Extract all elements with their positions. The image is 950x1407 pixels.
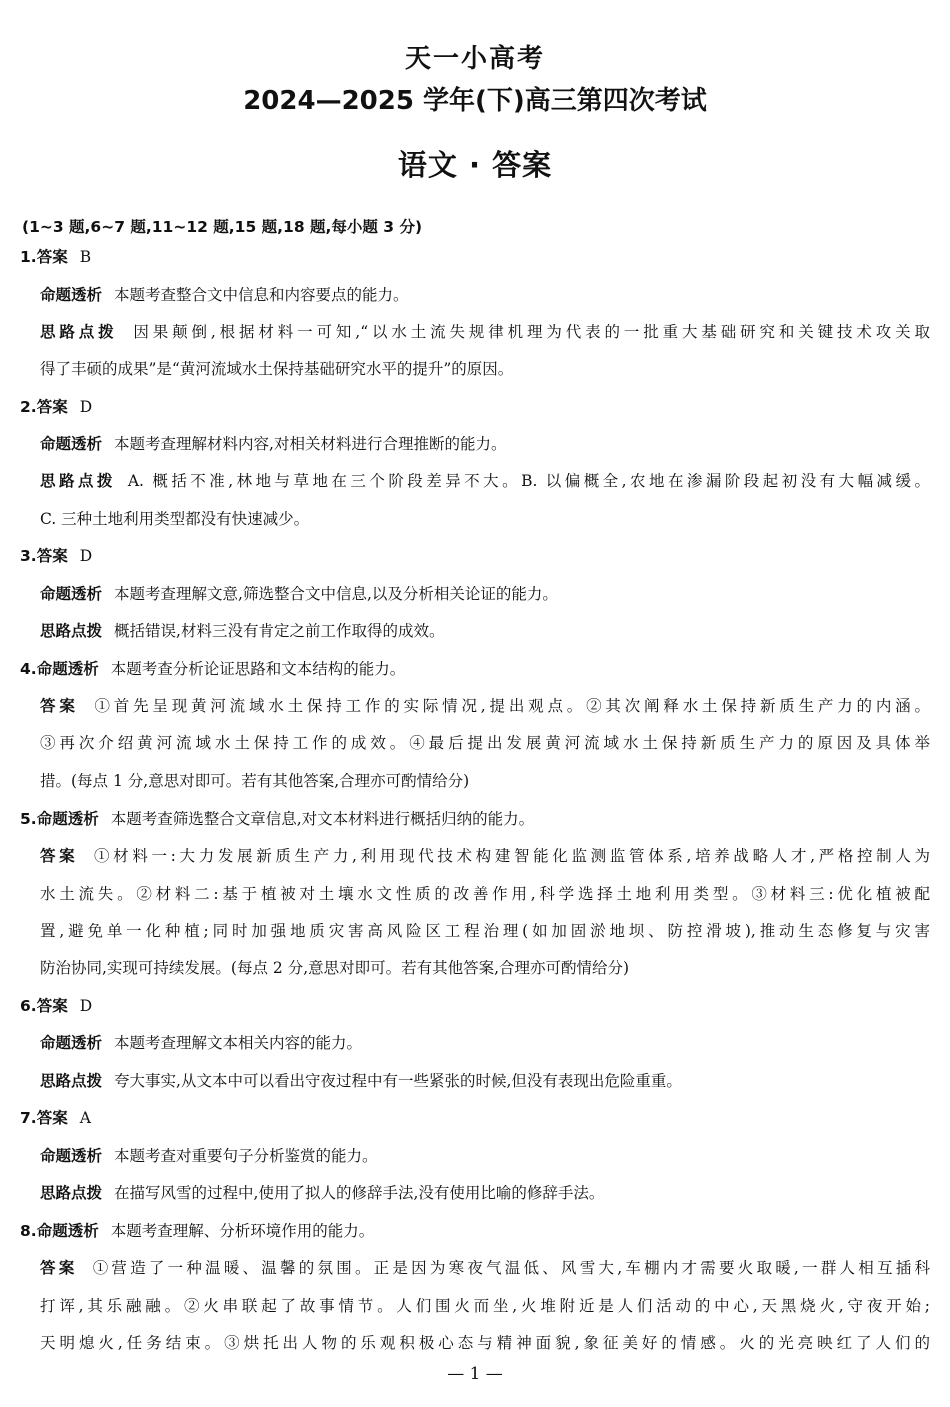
q7-analysis-text: 本题考查对重要句子分析鉴赏的能力。 bbox=[114, 1147, 378, 1165]
q8-analysis-text: 本题考查理解、分析环境作用的能力。 bbox=[110, 1222, 375, 1240]
q2-hint-line-1 bbox=[40, 471, 930, 491]
q8-analysis-line bbox=[20, 1221, 930, 1241]
q2-hint-label: 思路点拨 bbox=[40, 472, 116, 490]
q2-hint-text-1: A. 概括不准,林地与草地在三个阶段差异不大。B. 以偏概全,农地在渗漏阶段起初没有大幅减缓。 bbox=[127, 472, 930, 490]
q3-number: 3. bbox=[20, 547, 37, 565]
q8-answer-line-3: 天明熄火,任务结束。③烘托出人物的乐观积极心态与精神面貌,象征美好的情感。火的光亮映红了人们的 bbox=[40, 1334, 930, 1352]
q5-answer-line-4: 防治协同,实现可持续发展。(每点 2 分,意思对即可。若有其他答案,合理亦可酌情给分) bbox=[40, 959, 630, 977]
q2-answer-value: D bbox=[79, 398, 93, 416]
q5-answer-line-2: 水土流失。②材料二:基于植被对土壤水文性质的改善作用,科学选择土地利用类型。③材料三:优化植被配 bbox=[40, 885, 930, 903]
q6-analysis-label: 命题透析 bbox=[40, 1034, 103, 1052]
q8-number: 8. bbox=[20, 1222, 37, 1240]
q5-answer-label: 答案 bbox=[40, 847, 79, 865]
q1-analysis-label: 命题透析 bbox=[40, 286, 103, 304]
q8-analysis-label: 命题透析 bbox=[36, 1222, 99, 1240]
q3-answer-line bbox=[20, 546, 930, 566]
page-number: — 1 — bbox=[447, 1364, 503, 1384]
exam-title: 2024—2025 学年(下)高三第四次考试 bbox=[243, 86, 707, 116]
q8-answer-text-1: ①营造了一种温暖、温馨的氛围。正是因为寒夜气温低、风雪大,车棚内才需要火取暖,一群人相互插科 bbox=[89, 1259, 930, 1277]
q1-answer-value: B bbox=[79, 248, 92, 266]
q2-answer-line bbox=[20, 397, 930, 417]
q8-answer-line-1 bbox=[40, 1258, 930, 1278]
q7-hint-label: 思路点拨 bbox=[40, 1184, 103, 1202]
q8-answer-label: 答案 bbox=[40, 1259, 78, 1277]
q2-hint-line-2: C. 三种土地利用类型都没有快速减少。 bbox=[40, 510, 310, 528]
q3-analysis-label: 命题透析 bbox=[40, 585, 103, 603]
q7-answer-label: 答案 bbox=[36, 1109, 68, 1127]
q6-analysis-text: 本题考查理解文本相关内容的能力。 bbox=[114, 1034, 363, 1052]
q5-analysis-label: 命题透析 bbox=[36, 810, 99, 828]
q5-answer-text-1: ①材料一:大力发展新质生产力,利用现代技术构建智能化监测监管体系,培养战略人才,严格控制人为 bbox=[90, 847, 930, 865]
q7-analysis-line bbox=[40, 1146, 950, 1166]
q1-hint-label: 思路点拨 bbox=[40, 323, 118, 341]
q1-number: 1. bbox=[20, 248, 37, 266]
q1-hint-line-1 bbox=[40, 322, 930, 342]
q2-number: 2. bbox=[20, 398, 37, 416]
subject-title: 语文 · 答案 bbox=[397, 148, 553, 182]
q4-analysis-label: 命题透析 bbox=[36, 660, 99, 678]
q8-answer-line-2: 打诨,其乐融融。②火串联起了故事情节。人们围火而坐,火堆附近是人们活动的中心,天黑烧火,守夜开始; bbox=[40, 1297, 930, 1315]
q1-analysis-text: 本题考查整合文中信息和内容要点的能力。 bbox=[114, 286, 409, 304]
q7-answer-line bbox=[20, 1108, 930, 1128]
q2-answer-label: 答案 bbox=[36, 398, 68, 416]
q4-analysis-line bbox=[20, 659, 930, 679]
q6-hint-text: 夸大事实,从文本中可以看出守夜过程中有一些紧张的时候,但没有表现出危险重重。 bbox=[114, 1072, 682, 1090]
q7-analysis-label: 命题透析 bbox=[40, 1147, 103, 1165]
q6-number: 6. bbox=[20, 997, 37, 1015]
q1-answer-label: 答案 bbox=[36, 248, 68, 266]
q5-analysis-line bbox=[20, 809, 930, 829]
q7-hint-text: 在描写风雪的过程中,使用了拟人的修辞手法,没有使用比喻的修辞手法。 bbox=[114, 1184, 605, 1202]
q1-hint-line-2: 得了丰硕的成果”是“黄河流域水土保持基础研究水平的提升”的原因。 bbox=[40, 360, 514, 378]
q4-number: 4. bbox=[20, 660, 37, 678]
q4-answer-label: 答案 bbox=[40, 697, 79, 715]
q6-hint-line bbox=[40, 1071, 950, 1091]
q2-analysis-text: 本题考查理解材料内容,对相关材料进行合理推断的能力。 bbox=[114, 435, 507, 453]
q5-number: 5. bbox=[20, 810, 37, 828]
q3-hint-text: 概括错误,材料三没有肯定之前工作取得的成效。 bbox=[114, 622, 445, 640]
q1-analysis-line bbox=[40, 285, 950, 305]
q5-answer-line-3: 置,避免单一化种植;同时加强地质灾害高风险区工程治理(如加固淤地坝、防控滑坡),推动生态修复与灾害 bbox=[40, 922, 930, 940]
q7-answer-value: A bbox=[79, 1109, 91, 1127]
q5-analysis-text: 本题考查筛选整合文章信息,对文本材料进行概括归纳的能力。 bbox=[110, 810, 535, 828]
q2-analysis-line bbox=[40, 434, 950, 454]
q4-answer-text-1: ①首先呈现黄河流域水土保持工作的实际情况,提出观点。②其次阐释水土保持新质生产力的内涵。 bbox=[90, 697, 930, 715]
q5-answer-line-1 bbox=[40, 846, 930, 866]
q3-hint-line bbox=[40, 621, 950, 641]
q3-answer-label: 答案 bbox=[36, 547, 68, 565]
q2-analysis-label: 命题透析 bbox=[40, 435, 103, 453]
q1-answer-line bbox=[20, 247, 930, 267]
brand-title: 天一小高考 bbox=[404, 44, 545, 74]
q3-analysis-text: 本题考查理解文意,筛选整合文中信息,以及分析相关论证的能力。 bbox=[114, 585, 558, 603]
q6-hint-label: 思路点拨 bbox=[40, 1072, 103, 1090]
q4-answer-line-1 bbox=[40, 696, 930, 716]
q3-hint-label: 思路点拨 bbox=[40, 622, 103, 640]
q4-analysis-text: 本题考查分析论证思路和文本结构的能力。 bbox=[110, 660, 406, 678]
q6-answer-value: D bbox=[79, 997, 93, 1015]
q7-hint-line bbox=[40, 1183, 950, 1203]
q7-number: 7. bbox=[20, 1109, 37, 1127]
q3-answer-value: D bbox=[79, 547, 93, 565]
q6-analysis-line bbox=[40, 1033, 950, 1053]
q3-analysis-line bbox=[40, 584, 950, 604]
q4-answer-line-3: 措。(每点 1 分,意思对即可。若有其他答案,合理亦可酌情给分) bbox=[40, 772, 470, 790]
q1-hint-text-1: 因果颠倒,根据材料一可知,“以水土流失规律机理为代表的一批重大基础研究和关键技术攻关取 bbox=[129, 323, 930, 341]
scope-note: (1~3 题,6~7 题,11~12 题,15 题,18 题,每小题 3 分) bbox=[22, 218, 423, 236]
q4-answer-line-2: ③再次介绍黄河流域水土保持工作的成效。④最后提出发展黄河流域水土保持新质生产力的原因及具体举 bbox=[40, 734, 930, 752]
q6-answer-label: 答案 bbox=[36, 997, 68, 1015]
q6-answer-line bbox=[20, 996, 930, 1016]
